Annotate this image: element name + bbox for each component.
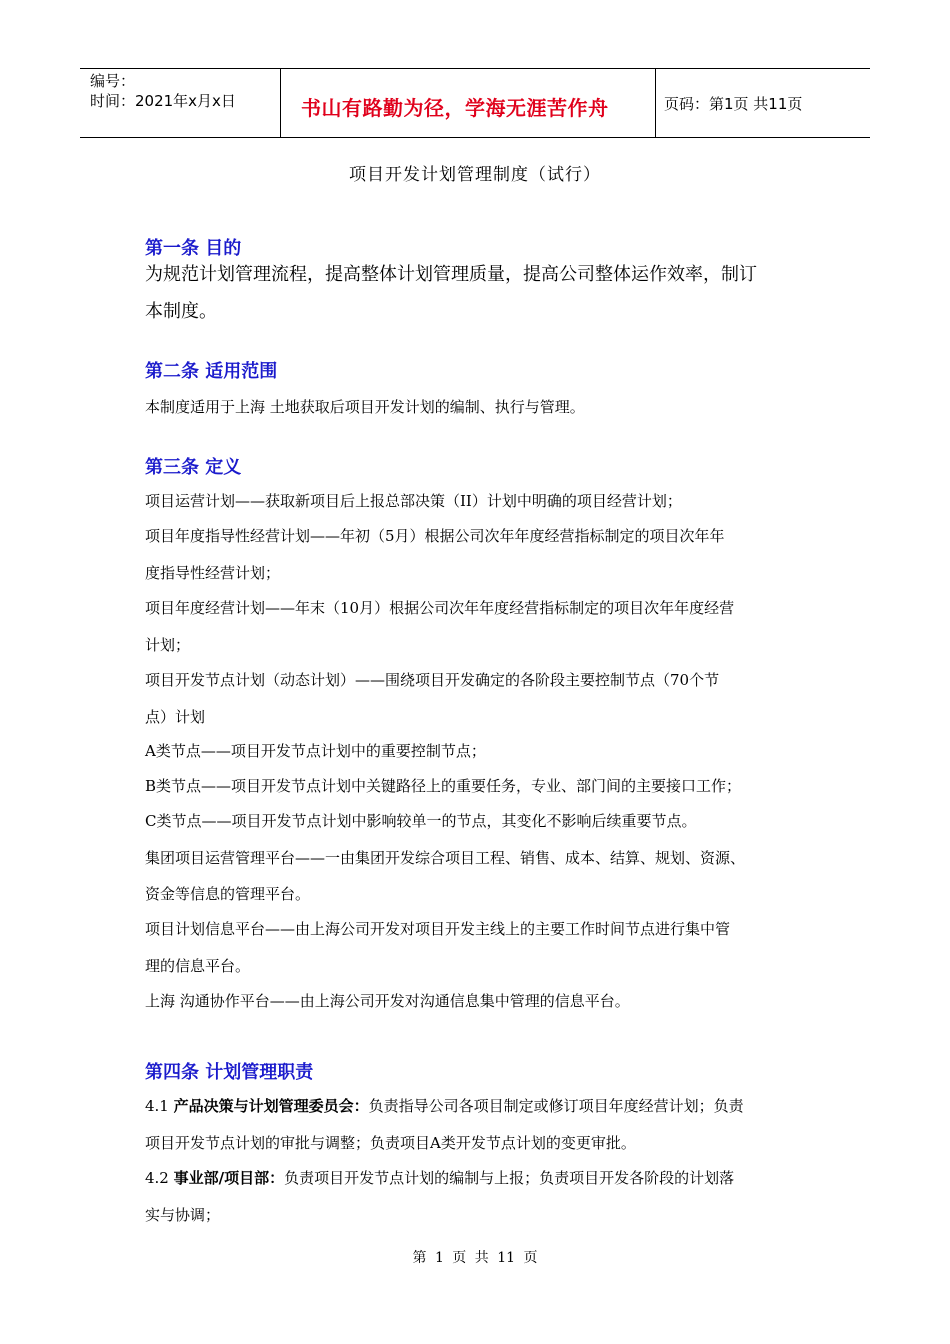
definition-line: 集团项目运营管理平台——一由集团开发综合项目工程、销售、成本、结算、规划、资源、 <box>145 849 746 867</box>
duty-item-4-2-line-2: 实与协调； <box>145 1206 221 1224</box>
duty-item-4-1-line-2: 项目开发节点计划的审批与调整；负责项目A类开发节点计划的变更审批。 <box>145 1134 636 1152</box>
header-meta-cell <box>80 69 280 137</box>
definition-line: 项目年度指导性经营计划——年初（5月）根据公司次年年度经营指标制定的项目次年年 <box>145 527 725 545</box>
document-title: 项目开发计划管理制度（试行） <box>349 165 601 185</box>
section-1-line-1: 为规范计划管理流程，提高整体计划管理质量，提高公司整体运作效率，制订 <box>145 264 757 285</box>
duty-item-4-2 <box>145 1167 734 1188</box>
duty-item-4-2-text: 负责项目开发节点计划的编制与上报；负责项目开发各阶段的计划落 <box>284 1169 735 1187</box>
definition-line: 项目计划信息平台——由上海公司开发对项目开发主线上的主要工作时间节点进行集中管 <box>145 920 731 938</box>
definition-line: 项目开发节点计划（动态计划）——围绕项目开发确定的各阶段主要控制节点（70个节 <box>145 671 720 689</box>
header-page-info: 页码：第1页 共11页 <box>664 95 803 113</box>
definition-line: A类节点——项目开发节点计划中的重要控制节点； <box>145 742 486 760</box>
definition-line: 资金等信息的管理平台。 <box>145 885 311 903</box>
section-1-heading: 第一条 目的 <box>145 238 242 259</box>
definition-line: B类节点——项目开发节点计划中关键路径上的重要任务，专业、部门间的主要接口工作； <box>145 777 742 795</box>
duty-item-4-1-label: 产品决策与计划管理委员会： <box>173 1097 369 1115</box>
header-table <box>80 68 870 138</box>
definition-line: 计划； <box>145 636 191 654</box>
section-1-line-2: 本制度。 <box>145 301 217 322</box>
section-2-line-1: 本制度适用于上海 土地获取后项目开发计划的编制、执行与管理。 <box>145 398 585 416</box>
header-motto-cell <box>280 69 656 137</box>
doc-number-label: 编号： <box>90 72 136 90</box>
header-motto: 书山有路勤为径，学海无涯苦作舟 <box>301 96 609 120</box>
section-3-heading: 第三条 定义 <box>145 457 242 478</box>
definition-line: C类节点——项目开发节点计划中影响较单一的节点，其变化不影响后续重要节点。 <box>145 812 697 830</box>
definition-line: 项目年度经营计划——年末（10月）根据公司次年年度经营指标制定的项目次年年度经营 <box>145 599 735 617</box>
page-footer: 第 1 页 共 11 页 <box>412 1250 538 1266</box>
section-2-heading: 第二条 适用范围 <box>145 361 278 382</box>
definition-line: 度指导性经营计划； <box>145 564 281 582</box>
section-4-heading: 第四条 计划管理职责 <box>145 1062 314 1083</box>
definition-line: 上海 沟通协作平台——由上海公司开发对沟通信息集中管理的信息平台。 <box>145 992 630 1010</box>
definition-line: 项目运营计划——获取新项目后上报总部决策（II）计划中明确的项目经营计划； <box>145 492 682 510</box>
definition-line: 理的信息平台。 <box>145 957 251 975</box>
duty-item-4-2-number: 4.2 <box>145 1169 174 1187</box>
doc-time-label: 时间：2021年x月x日 <box>90 92 236 110</box>
duty-item-4-1 <box>145 1095 744 1116</box>
duty-item-4-2-label: 事业部/项目部： <box>173 1169 285 1187</box>
duty-item-4-1-text: 负责指导公司各项目制定或修订项目年度经营计划；负责 <box>368 1097 744 1115</box>
duty-item-4-1-number: 4.1 <box>145 1097 174 1115</box>
definition-line: 点）计划 <box>145 708 206 726</box>
header-page-cell <box>656 69 870 137</box>
